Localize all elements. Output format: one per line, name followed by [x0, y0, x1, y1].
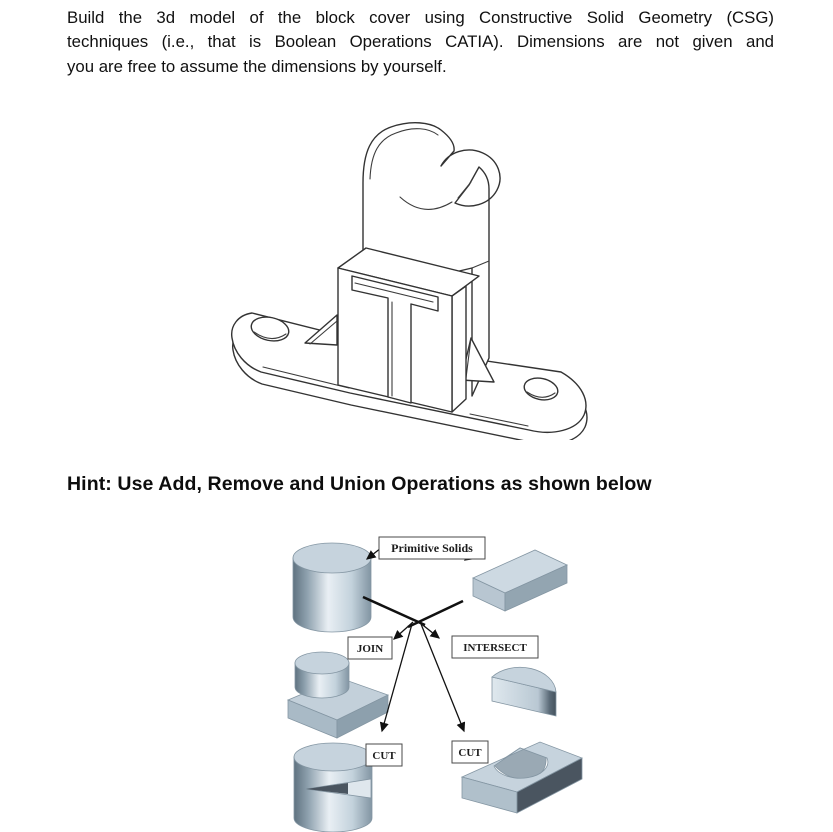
box-primitive [473, 550, 567, 611]
primitive-solids-label [379, 537, 485, 559]
cut-left-label-text: CUT [372, 750, 396, 762]
block-cover-figure [225, 105, 615, 440]
hint-heading: Hint: Use Add, Remove and Union Operations as shown below [67, 473, 652, 495]
join-label [348, 637, 392, 659]
block-right-face [452, 286, 466, 412]
primitive-solids-label-text: Primitive Solids [391, 541, 473, 555]
join-label-text: JOIN [356, 643, 384, 655]
cylinder-primitive [293, 543, 371, 632]
join-result-solid [288, 652, 388, 738]
intro-paragraph [67, 6, 774, 79]
arrow-to-intersect [419, 622, 439, 638]
intro-line-3: you are free to assume the dimensions by yourself. [67, 56, 447, 76]
arrow-from-box [408, 601, 463, 627]
intersect-result-solid [492, 667, 556, 716]
intersect-label [452, 636, 538, 658]
intersect-label-text: INTERSECT [463, 642, 527, 654]
intro-line-2: techniques (i.e., that is Boolean Operations CATIA). Dimensions are not given and [67, 32, 774, 52]
cut-left-label [366, 744, 402, 766]
intro-line-1: Build the 3d model of the block cover using Constructive Solid Geometry (CSG) [67, 8, 774, 27]
arrow-from-cylinder [363, 597, 425, 625]
cut-right-label [452, 741, 488, 763]
cut-right-label-text: CUT [458, 747, 482, 759]
cut-cylinder-result-solid [294, 743, 372, 832]
csg-diagram-figure [270, 520, 605, 832]
